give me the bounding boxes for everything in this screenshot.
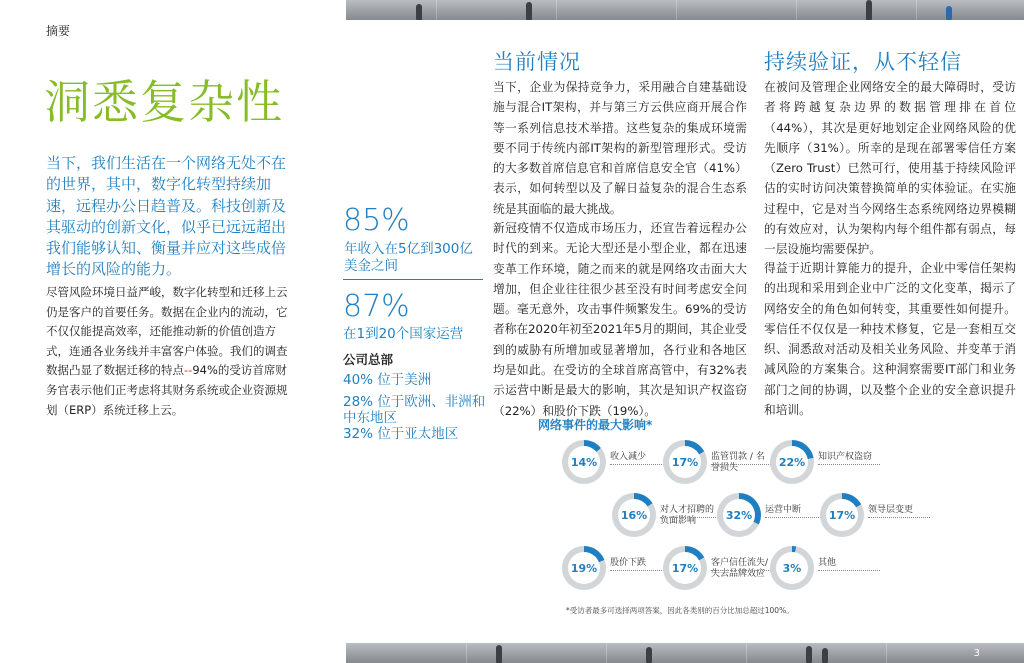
stat-revenue-label: 年收入在5亿到300亿美金之间 [344,241,473,274]
donut-1 [562,440,606,484]
current-paragraph-1: 当下，企业为保持竞争力，采用融合自建基础设施与混合IT架构，并与第三方云供应商开展合作等一系列信息技术举措。这些复杂的集成环境需要不同于传统内部IT架构的新型管理形式。受访的大多数首席信息官和首席信息安全官（41%）表示，如何转型以及了解日益复杂的混合生态系统是其面临的最大挑战。 [493,80,747,216]
donut-6-label: 领导层变更 [868,505,914,515]
donut-6 [820,493,864,537]
verify-heading: 持续验证，从不轻信 [764,50,962,74]
donut-2-label: 监管罚款 / 名誉损失 [711,452,765,473]
donut-3-leader [818,464,880,465]
donut-5-label: 运营中断 [765,505,802,515]
hq-label: 公司总部 [343,352,394,367]
donut-7-label: 股价下跌 [610,558,647,568]
lead-paragraph: 当下，我们生活在一个网络无处不在的世界，其中，数字化转型持续加速，远程办公日趋普及。科技创新及其驱动的创新文化，似乎已远远超出我们能够认知、衡量并应对这些成倍增长的风险的能力。 [46,154,287,279]
donut-4-label: 对人才招聘的负面影响 [660,505,715,526]
intro-body-text-1: 尽管风险环境日益严峻，数字化转型和迁移上云仍是客户的首要任务。数据在企业内的流动，它不仅仅能提高效率，还能推动新的价值创造方式，连通各业务线并丰富客户体验。我们的调查数据凸显了数据迁移的特点 [46,285,288,378]
donut-9 [770,546,814,590]
intro-body-dash: -- [184,363,193,378]
donut-2 [663,440,707,484]
bottom-photo [346,643,1024,663]
donut-7 [562,546,606,590]
donut-2-value: 17% [669,446,701,478]
intro-body-text-2: 94%的受访首席财务官表示他们正考虑将其财务系统或企业资源规划（ERP）系统迁移上云。 [46,363,288,417]
donut-4-value: 16% [618,499,650,531]
top-photo [346,0,1024,20]
intro-body [46,283,298,420]
donut-4 [612,493,656,537]
hq-apac: 32% 位于亚太地区 [343,426,459,442]
donut-8-label: 客户信任流失/ 失去品牌效应 [711,558,769,579]
donut-8-value: 17% [669,552,701,584]
donut-6-value: 17% [826,499,858,531]
stat-countries-label: 在1到20个国家运营 [343,326,464,342]
donut-4-leader [660,517,722,518]
page-number: 3 [973,648,980,659]
hq-emea: 28% 位于欧洲、非洲和中东地区 [343,394,486,426]
donut-5 [717,493,761,537]
verify-paragraph-1: 在被问及管理企业网络安全的最大障碍时，受访者将跨越复杂边界的数据管理排在首位（44%），其次是更好地划定企业网络风险的优先顺序（31%）。所幸的是现在部署零信任方案（Zero Trust）已然可行，使用基于持续风险评估的实时访问决策替换简单的实体验证。在实施过程中，它是对当今网络生态系统网络边界模糊的有效应对，认为架构内每个组件都有弱点，每一层设施均需要保护。 [764,80,1016,257]
hq-americas: 40% 位于美洲 [343,372,432,388]
donut-7-value: 19% [568,552,600,584]
stat-revenue-value: 85% [343,203,410,238]
stat-divider [343,279,483,280]
section-eyebrow: 摘要 [46,24,71,38]
donut-6-leader [868,517,930,518]
donut-1-label: 收入减少 [610,452,647,462]
current-heading: 当前情况 [493,50,581,74]
chart-title: 网络事件的最大影响* [538,418,653,432]
donut-5-leader [765,517,827,518]
donut-5-value: 32% [723,499,755,531]
current-paragraph-2: 新冠疫情不仅造成市场压力，还宣告着远程办公时代的到来。无论大型还是小型企业，都在迅速变革工作环境，随之而来的就是网络攻击面大大增加，但企业往往很少甚至没有时间考虑安全问题。毫无意外，攻击事件频繁发生。69%的受访者称在2020年初至2021年5月的期间，其企业受到的威胁有所增加或显著增加，各行业和各地区均是如此。在受访的全球首席高管中，有32%表示运营中断是最大的影响，其次是知识产权盗窃（22%）和股价下跌（19%）。 [493,221,747,418]
donut-9-label: 其他 [818,558,837,568]
page-title: 洞悉复杂性 [44,75,284,129]
stat-countries-value: 87% [343,289,410,324]
verify-paragraph-2: 得益于近期计算能力的提升，企业中零信任架构的出现和采用到企业中广泛的文化变革，揭示了网络安全的角色如何转变，其重要性如何提升。零信任不仅仅是一种技术修复，它是一套相互交织、洞悉敌对活动及相关业务风险、并变革于消减风险的方案集合。这种洞察需要IT部门和业务部门之间的协调，以及整个企业的安全意识提升和培训。 [764,261,1016,418]
donut-9-value: 3% [776,552,808,584]
donut-8 [663,546,707,590]
donut-8-leader [711,570,773,571]
donut-2-leader [711,464,773,465]
donut-3-label: 知识产权盗窃 [818,452,873,462]
donut-1-value: 14% [568,446,600,478]
donut-3-value: 22% [776,446,808,478]
chart-footnote: *受访者最多可选择两项答案，因此各类别的百分比加总超过100%。 [566,606,794,615]
donut-3 [770,440,814,484]
donut-9-leader [818,570,880,571]
